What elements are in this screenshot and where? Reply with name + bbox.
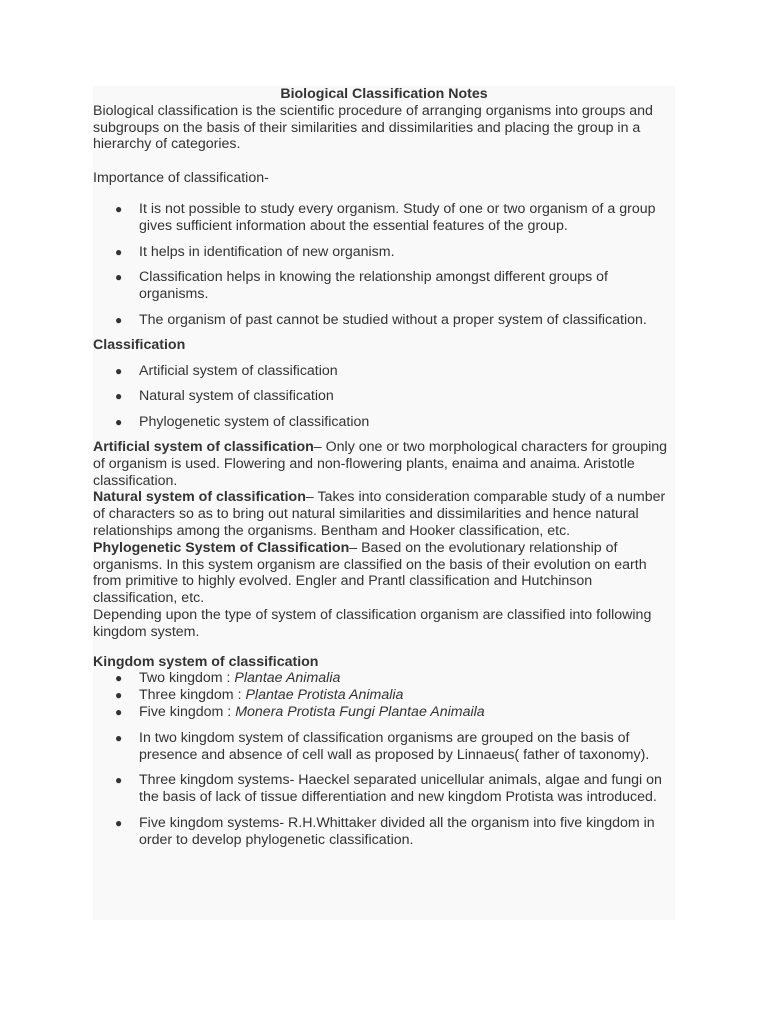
list-item: ● Five kingdom : Monera Protista Fungi Plantae Animaila	[115, 703, 485, 720]
importance-heading: Importance of classification-	[93, 170, 269, 187]
natural-paragraph: Natural system of classification– Takes into consideration comparable study of a number of characters so as to bring out natural similarities and dissimilarities and hence natural relationships among the organisms. Bentham and Hooker classification, etc.	[93, 489, 666, 539]
bullet-icon: ●	[115, 773, 123, 788]
classification-heading: Classification	[93, 336, 186, 353]
document-page	[93, 86, 675, 920]
depending-paragraph: Depending upon the type of system of classification organism are classified into following kingdom system.	[93, 606, 652, 640]
bullet-icon: ●	[115, 201, 123, 216]
bullet-icon: ●	[115, 389, 123, 404]
bullet-icon: ●	[115, 312, 123, 327]
artificial-term: Artificial system of classification	[93, 438, 314, 455]
list-item: ● Two kingdom : Plantae Animalia	[115, 670, 341, 687]
list-item: ● Three kingdom : Plantae Protista Animalia	[115, 687, 404, 704]
bullet-icon: ●	[115, 244, 123, 259]
list-item: ● Three kingdom systems- Haeckel separated unicellular animals, algae and fungi on the basis of lack of tissue differentiation and new kingdom Protista was introduced.	[115, 772, 662, 806]
bullet-icon: ●	[115, 671, 123, 686]
list-item: ● It helps in identification of new organism.	[115, 243, 395, 260]
list-item: ● Five kingdom systems- R.H.Whittaker divided all the organism into five kingdom in order to develop phylogenetic classification.	[115, 814, 655, 848]
list-item: ● Natural system of classification	[115, 388, 334, 405]
list-item: ● Classification helps in knowing the relationship amongst different groups of organisms.	[115, 269, 608, 303]
classification-list	[93, 363, 675, 431]
doc-title: Biological Classification Notes	[280, 86, 488, 102]
importance-list	[93, 201, 675, 329]
bullet-icon: ●	[115, 815, 123, 830]
intro-paragraph: Biological classification is the scientific procedure of arranging organisms into groups and subgroups on the basis of their similarities and dissimilarities and placing the group in a hierarchy of categories.	[93, 102, 653, 153]
artificial-paragraph: Artificial system of classification– Only one or two morphological characters for grouping of organism is used. Flowering and non-flowering plants, enaima and anaima. Aristotle classification.	[93, 438, 668, 489]
phylogenetic-paragraph: Phylogenetic System of Classification– Based on the evolutionary relationship of organisms. In this system organism are classified on the basis of their evolution on earth from primitive to highly evolved. Engler and Prantl classification and Hutchinson classification, etc.	[93, 539, 647, 607]
system-list	[93, 730, 675, 849]
list-item: ● The organism of past cannot be studied without a proper system of classification.	[115, 311, 647, 328]
bullet-icon: ●	[115, 363, 123, 378]
kingdom-heading: Kingdom system of classification	[93, 653, 319, 670]
bullet-icon: ●	[115, 688, 123, 703]
natural-term: Natural system of classification	[93, 489, 306, 506]
kingdom-list	[93, 670, 675, 720]
bullet-icon: ●	[115, 415, 123, 430]
bullet-icon: ●	[115, 704, 123, 719]
phylogenetic-term: Phylogenetic System of Classification	[93, 539, 350, 556]
list-item: ● In two kingdom system of classification organisms are grouped on the basis of presence and absence of cell wall as proposed by Linnaeus( father of taxonomy).	[115, 729, 650, 763]
list-item: ● Phylogenetic system of classification	[115, 414, 370, 431]
bullet-icon: ●	[115, 270, 123, 285]
bullet-icon: ●	[115, 730, 123, 745]
list-item: ● It is not possible to study every organism. Study of one or two organism of a group gives sufficient information about the essential features of the group.	[115, 200, 656, 234]
list-item: ● Artificial system of classification	[115, 362, 338, 379]
